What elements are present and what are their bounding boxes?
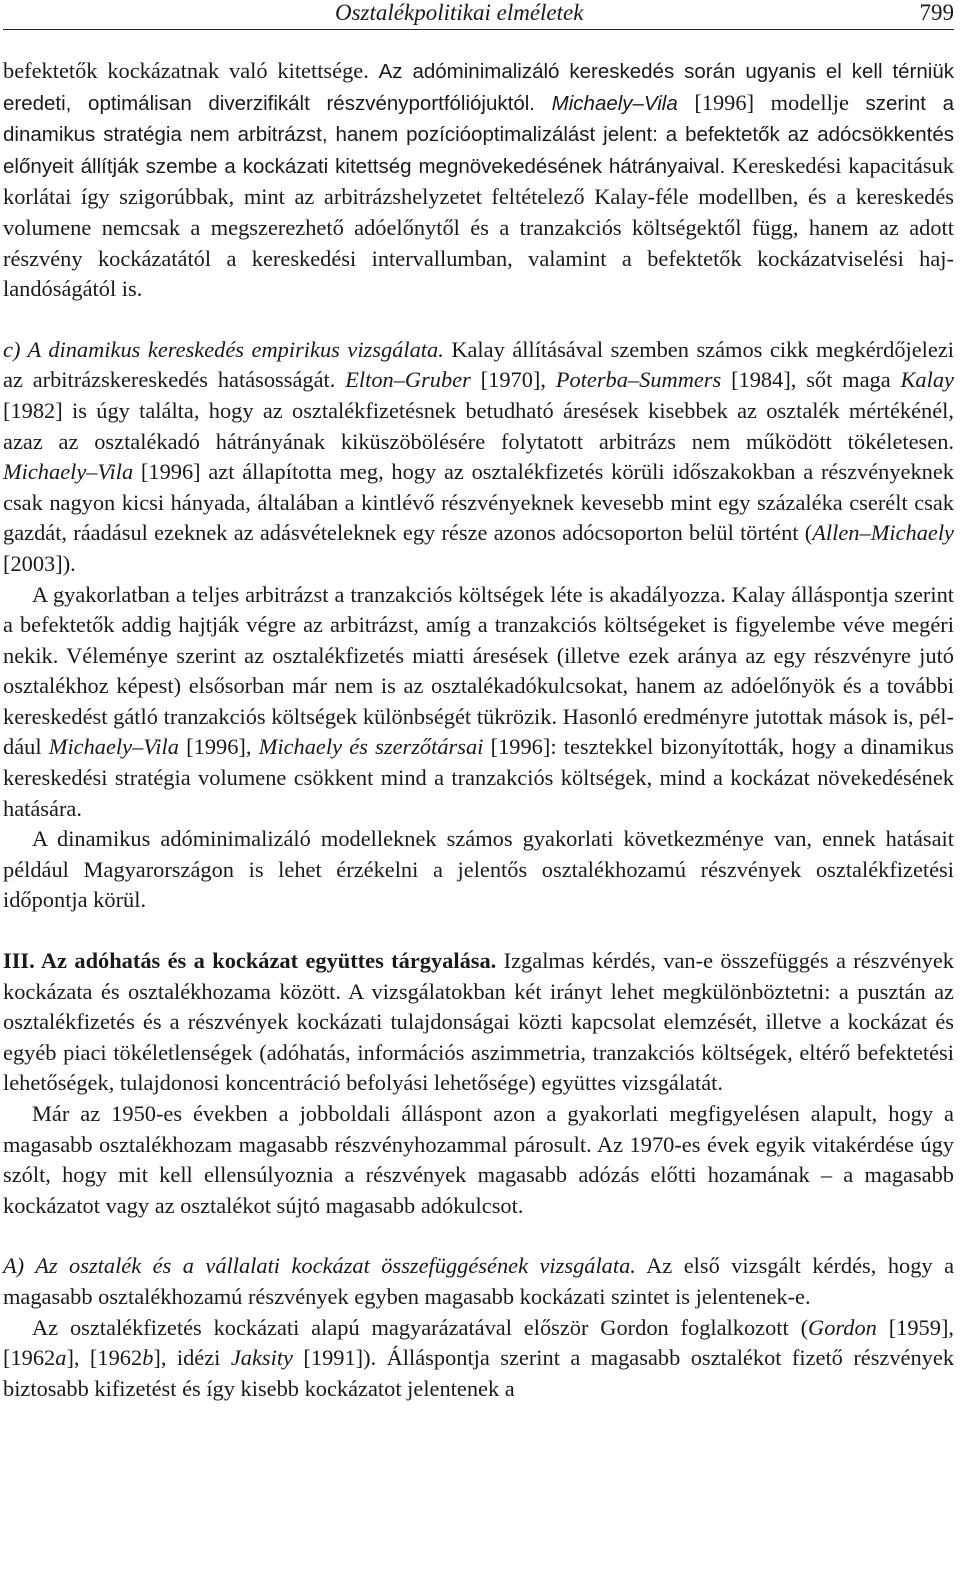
text-run: [1996]: tesztekkel bizonyították, hogy a dinamikus kereskedési stratégia volumene csökkent mind a tranzakciós költségek, mind a kockázat növekedésének hatására. [3, 734, 954, 821]
text-run: Michaely–Vila [3, 459, 134, 485]
page-number: 799 [919, 0, 954, 25]
chapter-title: Osztalékpolitikai elméletek [335, 0, 584, 25]
text-run: [1996], [178, 734, 259, 760]
text-run: b [142, 1345, 154, 1371]
text-run: befektetők kockázatnak való kitettsége. [3, 58, 379, 83]
text-run: Michaely–Vila [48, 734, 179, 760]
text-run: ], [1962 [66, 1345, 143, 1371]
text-run: [1996] modellje [677, 89, 866, 115]
section-paragraph [3, 335, 954, 580]
paragraph [3, 1099, 954, 1221]
text-run: Már az 1950-es években a jobboldali álláspont azon a gyakorlati megfigyelésen alapult, hogy a magasabb osztalékhozam magasabb részvényhozammal párosult. Az 1970-es évek egyik vitakérdése úgy szólt, hogy mit kell ellensúlyoznia a részvények magasabb adózás előtti hozamának – a magasabb kockázatot vagy az osztalékot sújtó magasabb adókulcsot. [3, 1101, 954, 1218]
running-head [3, 0, 954, 30]
text-run: c) A dinamikus kereskedés empirikus vizsgálata. [3, 336, 444, 362]
text-run: Allen–Michaely [812, 520, 954, 546]
section-paragraph [3, 946, 954, 1099]
book-page [3, 0, 954, 1404]
text-run: Kalay [900, 367, 954, 393]
paragraph [3, 1313, 954, 1405]
text-run: szerint a dinamikus stratégia nem arbitrázst, hanem pozícióoptimalizálást jelent: a befektetők az adócsökkentés előnyeit állítják szembe a kockázati kitettség megnövekedésének hátrányaival. [3, 91, 954, 178]
text-run: A gyakorlatban a teljes arbitrázst a tranzakciós költségek léte is akadályozza. Kalay álláspontja szerint a befektetők addig hajtják végre az arbitrázst, amíg a tranzakciós költségeket is figyelembe véve megéri nekik. Véleménye szerint az osztalékfizetés miatti áresések (illetve ezek aránya az egy részvényre jutó osztalékhoz képest) elsősorban már nem is az osztalékadókulcsokat, hanem az adóelőnyök és a további kereskedést gátló tranzakciós költségek különbségét tükrözik. Hasonló eredményre jutottak mások is, például [3, 581, 954, 760]
text-run: [1984], sőt maga [721, 367, 901, 393]
text-run: III. Az adóhatás és a kockázat együttes tárgyalása. [3, 948, 497, 974]
text-run: Izgalmas kérdés, van-e összefüggés a részvények kockázata és osztalékhozama között. A vizsgálatokban két irányt lehet megkülönböztetni: a pusztán az osztalékfizetés és a részvények kockázati tulajdonságai közti kapcsolat elemzését, illetve a kockázat és egyéb piaci tökéletlenségek (adóhatás, információs aszimmetria, tranzakciós költségek, eltérő befektetési lehetőségek, tulajdonosi koncentráció befolyási lehetősége) együttes vizsgálatát. [3, 948, 954, 1096]
text-run: Az osztalékfizetés kockázati alapú magyarázatával először Gordon foglalkozott ( [32, 1314, 809, 1340]
text-run: [1991]). Álláspontja szerint a magasabb osztalékot fizető részvények biztosabb kifizetést és így kisebb kockázatot jelentenek a [3, 1345, 955, 1401]
text-run: [1970], [470, 367, 556, 393]
text-run: Jaksity [230, 1345, 293, 1371]
paragraph [3, 56, 954, 305]
text-run: [1959], [1962 [3, 1314, 955, 1371]
text-run: Elton–Gruber [345, 367, 471, 393]
text-run: [1982] is úgy találta, hogy az osztalékfizetésnek betudható áresések kisebbek az osztalék mértékénél, azaz az osztalékadó hátrányának kiküszöbölésére folytatott arbitrázs nem működött tökéletesen. [3, 397, 954, 454]
text-run: Az adóminimalizáló kereskedés során ugyanis el kell térniük eredeti, optimálisan diverzifikált részvényportfóliójuktól. [3, 60, 954, 115]
text-run: Kereskedési kapacitásuk korlátai így szigorúbbak, mint az arbitrázshelyzetet feltételező Kalay-féle modellben, és a kereskedés volumene nemcsak a megszerezhető adóelőnytől és a tranzakciós költségektől függ, hanem az adott részvény kockázatától a kereskedési intervallumban, valamint a befektetők kockázatviselési hajlandóságától is. [3, 152, 954, 302]
text-run: [2003]). [3, 550, 76, 576]
text-run: Az első vizsgált kérdés, hogy a magasabb osztalékhozamú részvények egyben magasabb kockázati szintet is jelentenek-e. [3, 1253, 955, 1309]
section-paragraph [3, 1251, 954, 1312]
text-run: A dinamikus adóminimalizáló modelleknek számos gyakorlati következménye van, ennek hatásait például Magyarországon is lehet érzékelni a jelentős osztalékhozamú részvények osztalékfizetési időpontja körül. [3, 826, 954, 913]
text-run: [1996] azt állapította meg, hogy az osztalékfizetés körüli időszakokban a részvényeknek csak nagyon kicsi hányada, általában a kintlévő részvényeknek kevesebb mint egy százaléka cserélt csak gazdát, ráadásul ezeknek az adásvételeknek egy része azonos adócsoporton belül történt ( [3, 459, 954, 546]
text-run: Kalay állításával szemben számos cikk megkérdőjelezi az arbitrázskereskedés hatásosságát. [3, 336, 954, 393]
paragraph [3, 580, 954, 825]
text-run: a [55, 1345, 67, 1371]
text-run: Michaely–Vila [551, 91, 678, 115]
text-run: Poterba–Summers [555, 367, 722, 393]
text-run: Michaely és szerzőtársai [258, 734, 484, 760]
text-run: A) Az osztalék és a vállalati kockázat összefüggésének vizsgálata. [3, 1253, 636, 1279]
body-text [3, 56, 954, 1404]
text-run: ], idézi [153, 1345, 231, 1371]
text-run: Gordon [808, 1314, 877, 1340]
paragraph [3, 824, 954, 916]
